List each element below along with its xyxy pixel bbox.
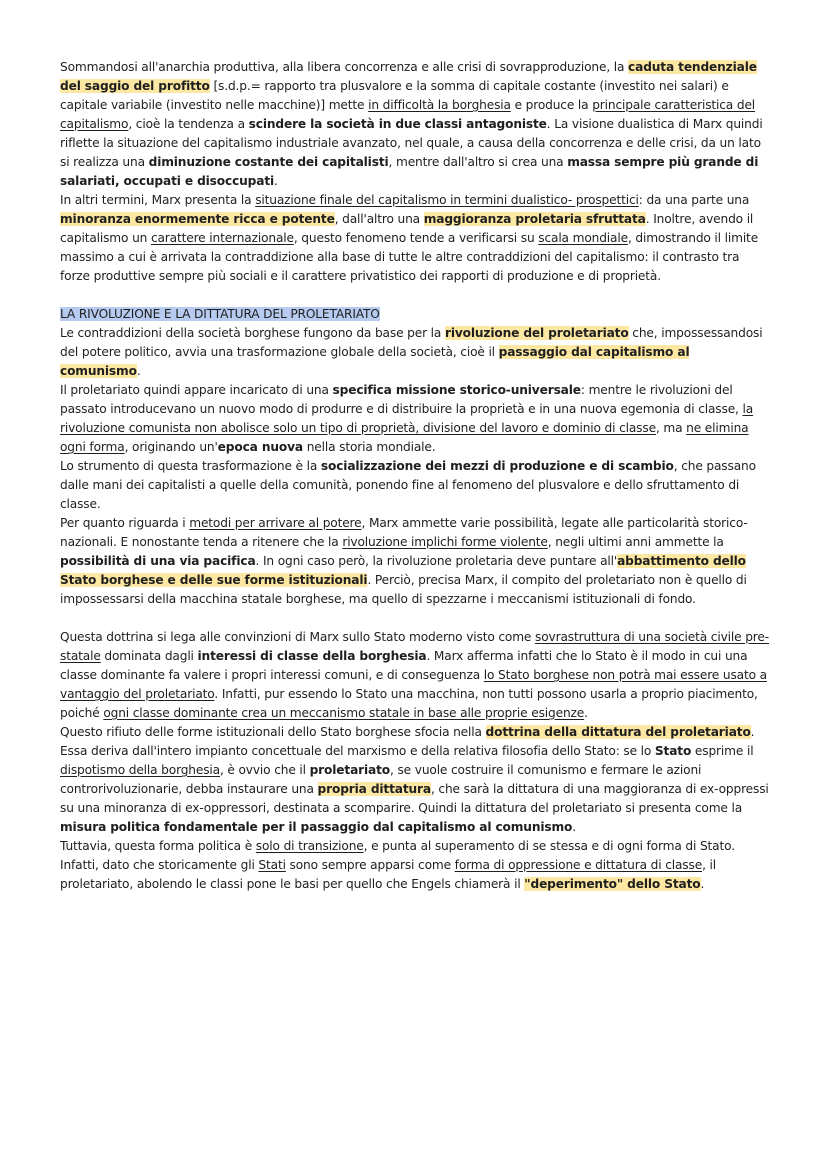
underline: ogni classe dominante crea un meccanismo statale in base alle proprie esigenze xyxy=(103,706,585,720)
paragraph-state: Questa dottrina si lega alle convinzioni di Marx sullo Stato moderno visto come sovrastruttura di una società civile pre-statale dominata dagli interessi di classe della borghesia. Marx afferma infatti che lo Stato è il modo in cui una classe dominante fa valere i propri interessi comuni, e di conseguenza lo Stato borghese non potrà mai essere usato a vantaggio del proletariato. Infatti, pur essendo lo Stato una macchina, non tutti possono usarla a proprio piacimento, poiché ogni classe dominante crea un meccanismo statale in base alle proprie esigenze. xyxy=(60,630,769,720)
underline: rivoluzione implichi forme violente xyxy=(342,535,548,549)
highlight: propria dittatura xyxy=(317,782,431,796)
bold-text: Stato xyxy=(654,744,692,758)
underline: ne elimina ogni forma xyxy=(60,421,749,454)
highlight: rivoluzione del proletariato xyxy=(444,326,629,340)
bold-text: massa sempre più grande di salariati, occupati e disoccupati xyxy=(60,155,759,188)
paragraph-dictatorship: Questo rifiuto delle forme istituzionali dello Stato borghese sfocia nella dottrina della dittatura del proletariato. Essa deriva dall'intero impianto concettuale del marxismo e della relativa filosofia dello Stato: se lo Stato esprime il dispotismo della borghesia, è ovvio che il proletariato, se vuole costruire il comunismo e fermare le azioni controrivoluzionarie, debba instaurare una propria dittatura, che sarà la dittatura di una maggioranza di ex-oppressi su una minoranza di ex-oppressori, destinata a scomparire. Quindi la dittatura del proletariato si presenta come la misura politica fondamentale per il passaggio dal capitalismo al comunismo. xyxy=(60,725,769,834)
underline: scala mondiale xyxy=(538,231,628,245)
bold-text: diminuzione costante dei capitalisti xyxy=(148,155,389,169)
paragraph-revolution: Le contraddizioni della società borghese fungono da base per la rivoluzione del proletariato che, impossessandosi del potere politico, avvia una trasformazione globale della società, cioè il passaggio dal capitalismo al comunismo. xyxy=(60,326,763,378)
paragraph-transition: Tuttavia, questa forma politica è solo di transizione, e punta al superamento di se stessa e di ogni forma di Stato. Infatti, dato che storicamente gli Stati sono sempre apparsi come forma di oppressione e dittatura di classe, il proletariato, abolendo le classi pone le basi per quello che Engels chiamerà il "deperimento" dello Stato. xyxy=(60,839,735,891)
highlight: "deperimento" dello Stato xyxy=(524,877,701,891)
underline: metodi per arrivare al potere xyxy=(189,516,362,530)
bold-text: misura politica fondamentale per il passaggio dal capitalismo al comunismo xyxy=(60,820,573,834)
underline: in difficoltà la borghesia xyxy=(368,98,511,112)
underline: lo Stato borghese non potrà mai essere usato a vantaggio del proletariato xyxy=(60,668,767,701)
underline: dispotismo della borghesia xyxy=(60,763,220,777)
underline: solo di transizione xyxy=(255,839,364,853)
underline: la rivoluzione comunista non abolisce solo un tipo di proprietà, divisione del lavoro e dominio di classe xyxy=(60,402,754,435)
underline: situazione finale del capitalismo in termini dualistico- prospettici xyxy=(255,193,639,207)
bold-text: proletariato xyxy=(309,763,391,777)
bold-text: epoca nuova xyxy=(217,440,303,454)
paragraph-profit-rate: Sommandosi all'anarchia produttiva, alla libera concorrenza e alle crisi di sovrapproduzione, la caduta tendenziale del saggio del profitto [s.d.p.= rapporto tra plusvalore e la somma di capitale costante (investito nei salari) e capitale variabile (investito nelle macchine)] mette in difficoltà la borghesia e produce la principale caratteristica del capitalismo, cioè la tendenza a scindere la società in due classi antagoniste. La visione dualistica di Marx quindi riflette la situazione del capitalismo industriale avanzato, nel quale, a causa della concorrenza e delle crisi, da un lato si realizza una diminuzione costante dei capitalisti, mentre dall'altro si crea una massa sempre più grande di salariati, occupati e disoccupati. xyxy=(60,60,763,188)
paragraph-socialization: Lo strumento di questa trasformazione è la socializzazione dei mezzi di produzione e di scambio, che passano dalle mani dei capitalisti a quelle della comunità, ponendo fine al fenomeno del plusvalore e dello sfruttamento di classe. xyxy=(60,459,756,511)
highlight: minoranza enormemente ricca e potente xyxy=(60,212,335,226)
underline: sovrastruttura di una società civile pre-statale xyxy=(60,630,769,663)
document-page xyxy=(60,58,772,894)
section-heading: LA RIVOLUZIONE E LA DITTATURA DEL PROLETARIATO xyxy=(60,307,380,321)
underline: Stati xyxy=(258,858,286,872)
highlight: caduta tendenziale del saggio del profitto xyxy=(60,60,757,93)
spacer xyxy=(60,609,772,628)
highlight: maggioranza proletaria sfruttata xyxy=(423,212,646,226)
highlight: passaggio dal capitalismo al comunismo xyxy=(60,345,690,378)
spacer xyxy=(60,286,772,305)
underline: carattere internazionale xyxy=(150,231,294,245)
bold-text: socializzazione dei mezzi di produzione e di scambio xyxy=(320,459,674,473)
underline: forma di oppressione e dittatura di classe xyxy=(454,858,703,872)
paragraph-methods: Per quanto riguarda i metodi per arrivare al potere, Marx ammette varie possibilità, legate alle particolarità storico-nazionali. E nonostante tenda a ritenere che la rivoluzione implichi forme violente, negli ultimi anni ammette la possibilità di una via pacifica. In ogni caso però, la rivoluzione proletaria deve puntare all'abbattimento dello Stato borghese e delle sue forme istituzionali. Perciò, precisa Marx, il compito del proletariato non è quello di impossessarsi della macchina statale borghese, ma quello di spezzarne i meccanismi istituzionali di fondo. xyxy=(60,516,748,606)
highlight: dottrina della dittatura del proletariato xyxy=(485,725,751,739)
bold-text: scindere la società in due classi antagoniste xyxy=(248,117,547,131)
highlight: abbattimento dello Stato borghese e delle sue forme istituzionali xyxy=(60,554,746,587)
section-heading-wrap xyxy=(60,305,772,324)
bold-text: possibilità di una via pacifica xyxy=(60,554,256,568)
underline: principale caratteristica del capitalismo xyxy=(60,98,756,131)
paragraph-final-situation: In altri termini, Marx presenta la situazione finale del capitalismo in termini dualistico- prospettici: da una parte una minoranza enormemente ricca e potente, dall'altro una maggioranza proletaria sfruttata. Inoltre, avendo il capitalismo un carattere internazionale, questo fenomeno tende a verificarsi su scala mondiale, dimostrando il limite massimo a cui è arrivata la contraddizione alla base di tutte le altre contraddizioni del capitalismo: il contrasto tra forze produttive sempre più sociali e il carattere privatistico dei rapporti di produzione e di proprietà. xyxy=(60,193,759,283)
bold-text: interessi di classe della borghesia xyxy=(197,649,427,663)
bold-text: specifica missione storico-universale xyxy=(332,383,581,397)
paragraph-mission: Il proletariato quindi appare incaricato di una specifica missione storico-universale: mentre le rivoluzioni del passato introducevano un nuovo modo di produrre e di distribuire la proprietà e in una nuova egemonia di classe, la rivoluzione comunista non abolisce solo un tipo di proprietà, divisione del lavoro e dominio di classe, ma ne elimina ogni forma, originando un'epoca nuova nella storia mondiale. xyxy=(60,383,754,454)
